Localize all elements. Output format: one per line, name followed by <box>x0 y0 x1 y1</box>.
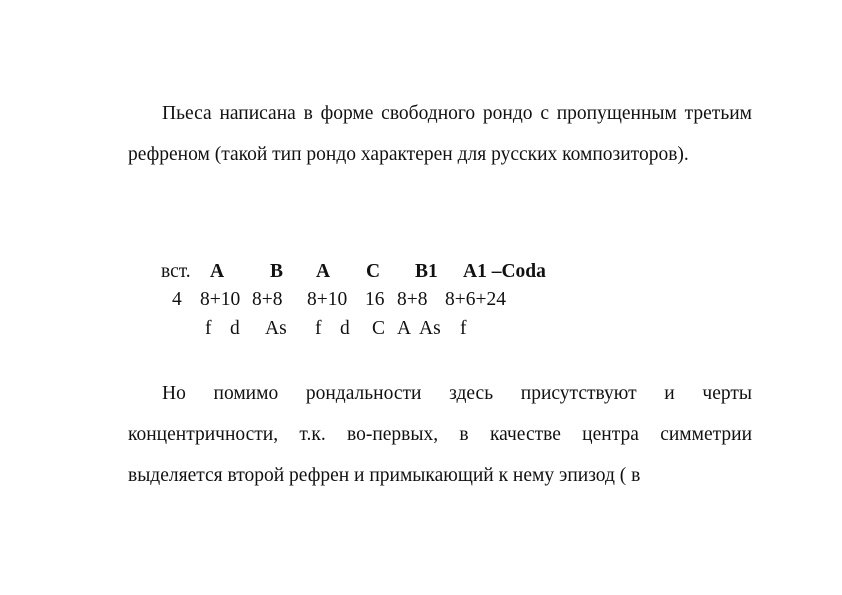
scheme-key: f <box>205 318 212 339</box>
scheme-intro-label: вст. <box>161 261 191 282</box>
scheme-key: C <box>372 318 386 339</box>
paragraph-rondo-form: Пьеса написана в форме свободного рондо с пропущенным третьим рефреном (такой тип рондо характерен для русских композиторов). <box>128 103 752 165</box>
scheme-measures: 8+10 <box>200 289 241 310</box>
scheme-measures: 16 <box>365 289 385 310</box>
scheme-key: d <box>230 318 240 339</box>
scheme-key: f <box>460 318 467 339</box>
scheme-key: A <box>397 318 412 339</box>
scheme-measures: 8+10 <box>307 289 348 310</box>
scheme-measures: 8+8 <box>397 289 428 310</box>
scheme-key: As <box>419 318 441 339</box>
scheme-section: B <box>270 261 284 282</box>
scheme-key: f <box>315 318 322 339</box>
scheme-measures: 8+8 <box>252 289 283 310</box>
scheme-section: C <box>366 261 381 282</box>
scheme-section: A <box>210 261 225 282</box>
scheme-section: A <box>316 261 331 282</box>
scheme-intro-measures: 4 <box>172 289 182 310</box>
scheme-section-coda: A1 –Coda <box>463 261 546 282</box>
scheme-key: As <box>265 318 287 339</box>
paragraph-concentricity: Но помимо рондальности здесь присутствуют и черты концентричности, т.к. во-первых, в качестве центра симметрии выделяется второй рефрен и примыкающий к нему эпизод ( в <box>128 383 752 486</box>
scheme-measures: 8+6+24 <box>445 289 506 310</box>
scheme-section: B1 <box>415 261 438 282</box>
scheme-key: d <box>340 318 350 339</box>
